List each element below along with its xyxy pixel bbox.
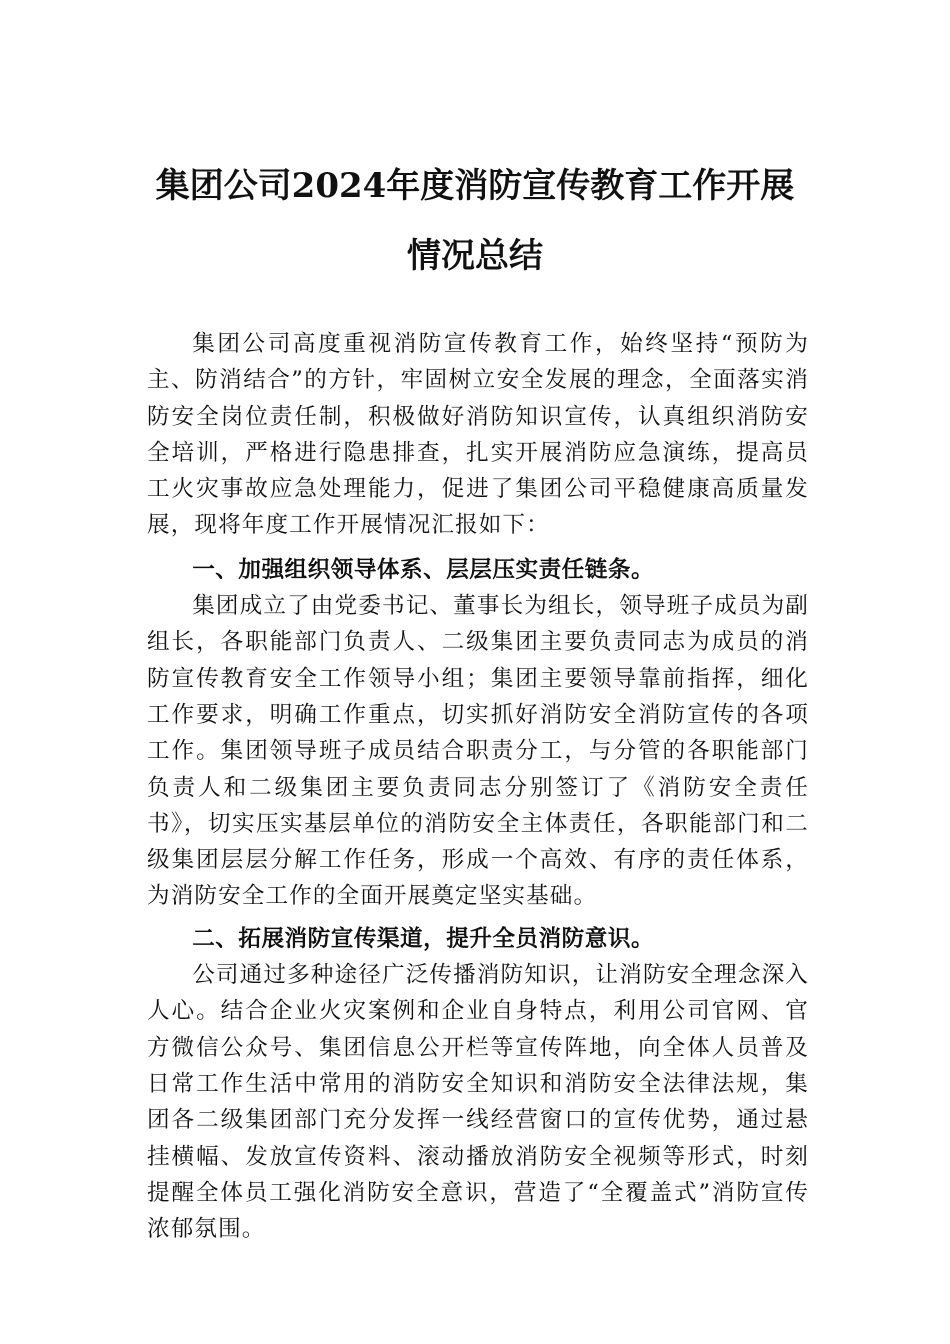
- document-body: [147, 326, 809, 1247]
- intro-paragraph: 集团公司高度重视消防宣传教育工作，始终坚持“预防为主、防消结合”的方针，牢固树立安全发展的理念，全面落实消防安全岗位责任制，积极做好消防知识宣传，认真组织消防安全培训，严格进行隐患排查，扎实开展消防应急演练，提高员工火灾事故应急处理能力，促进了集团公司平稳健康高质量发展，现将年度工作开展情况汇报如下：: [147, 331, 809, 539]
- document-title-line-1: 集团公司2024年度消防宣传教育工作开展: [155, 166, 795, 206]
- section-2-heading: 二、拓展消防宣传渠道，提升全员消防意识。: [192, 925, 655, 952]
- document-title-line-2: 情况总结: [407, 236, 543, 276]
- section-1-heading: 一、加强组织领导体系、层层压实责任链条。: [192, 556, 655, 583]
- section-1-paragraph: 集团成立了由党委书记、董事长为组长，领导班子成员为副组长，各职能部门负责人、二级集团主要负责同志为成员的消防宣传教育安全工作领导小组；集团主要领导靠前指挥，细化工作要求，明确工作重点，切实抓好消防安全消防宣传的各项工作。集团领导班子成员结合职责分工，与分管的各职能部门负责人和二级集团主要负责同志分别签订了《消防安全责任书》，切实压实基层单位的消防安全主体责任，各职能部门和二级集团层层分解工作任务，形成一个高效、有序的责任体系，为消防安全工作的全面开展奠定坚实基础。: [147, 593, 809, 910]
- section-2-paragraph: 公司通过多种途径广泛传播消防知识，让消防安全理念深入人心。结合企业火灾案例和企业自身特点，利用公司官网、官方微信公众号、集团信息公开栏等宣传阵地，向全体人员普及日常工作生活中常用的消防安全知识和消防安全法律法规，集团各二级集团部门充分发挥一线经营窗口的宣传优势，通过悬挂横幅、发放宣传资料、滚动播放消防安全视频等形式，时刻提醒全体员工强化消防安全意识，营造了“全覆盖式”消防宣传浓郁氛围。: [147, 962, 809, 1243]
